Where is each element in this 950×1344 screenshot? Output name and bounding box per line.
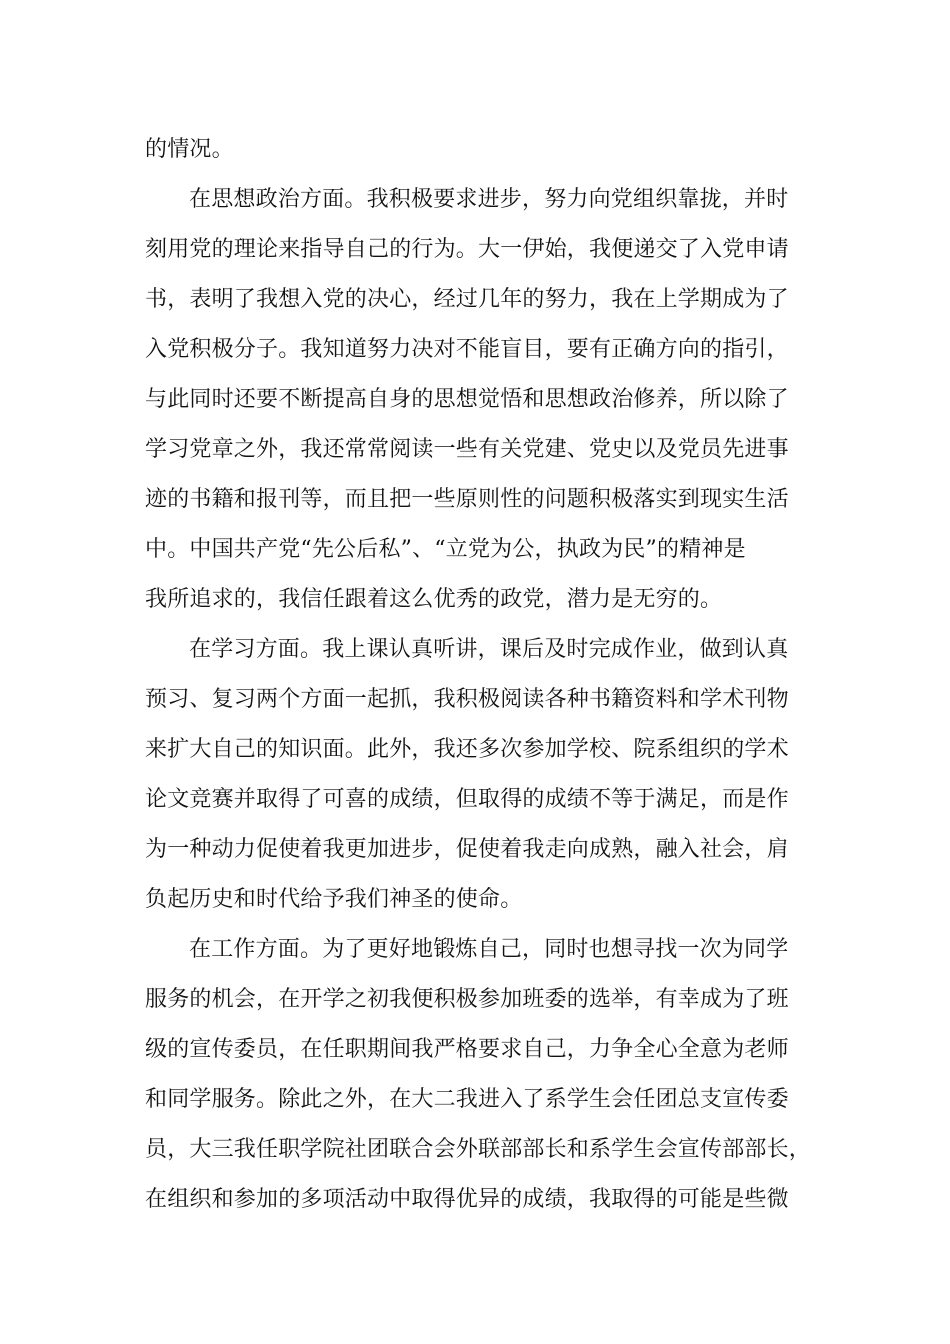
text-line: 学习党章之外，我还常常阅读一些有关党建、党史以及党员先进事 bbox=[145, 437, 789, 462]
text-line: 服务的机会，在开学之初我便积极参加班委的选举，有幸成为了班 bbox=[145, 987, 789, 1012]
text-line: 中。中国共产党“先公后私”、“立党为公，执政为民”的精神是 bbox=[145, 537, 746, 562]
text-line: 迹的书籍和报刊等，而且把一些原则性的问题积极落实到现实生活 bbox=[145, 487, 789, 512]
text-line: 在组织和参加的多项活动中取得优异的成绩，我取得的可能是些微 bbox=[145, 1187, 789, 1212]
text-line: 刻用党的理论来指导自己的行为。大一伊始，我便递交了入党申请 bbox=[145, 237, 789, 262]
text-line: 我所追求的，我信任跟着这么优秀的政党，潜力是无穷的。 bbox=[145, 587, 723, 612]
text-line: 负起历史和时代给予我们神圣的使命。 bbox=[145, 887, 523, 912]
text-line: 和同学服务。除此之外，在大二我进入了系学生会任团总支宣传委 bbox=[145, 1087, 789, 1112]
paragraph-start-line: 在学习方面。我上课认真听讲，课后及时完成作业，做到认真 bbox=[189, 637, 789, 662]
text-line: 级的宣传委员，在任职期间我严格要求自己，力争全心全意为老师 bbox=[145, 1037, 789, 1062]
text-line: 书，表明了我想入党的决心，经过几年的努力，我在上学期成为了 bbox=[145, 287, 789, 312]
text-line: 的情况。 bbox=[145, 137, 234, 162]
paragraph-start-line: 在思想政治方面。我积极要求进步，努力向党组织靠拢，并时 bbox=[189, 187, 789, 212]
text-line: 预习、复习两个方面一起抓，我积极阅读各种书籍资料和学术刊物 bbox=[145, 687, 789, 712]
text-line: 与此同时还要不断提高自身的思想觉悟和思想政治修养，所以除了 bbox=[145, 387, 789, 412]
text-line: 来扩大自己的知识面。此外，我还多次参加学校、院系组织的学术 bbox=[145, 737, 789, 762]
text-line: 为一种动力促使着我更加进步，促使着我走向成熟，融入社会，肩 bbox=[145, 837, 789, 862]
paragraph-start-line: 在工作方面。为了更好地锻炼自己，同时也想寻找一次为同学 bbox=[189, 937, 789, 962]
text-line: 入党积极分子。我知道努力决对不能盲目，要有正确方向的指引， bbox=[145, 337, 789, 362]
text-line: 员，大三我任职学院社团联合会外联部部长和系学生会宣传部部长， bbox=[145, 1137, 812, 1162]
text-line: 论文竞赛并取得了可喜的成绩，但取得的成绩不等于满足，而是作 bbox=[145, 787, 789, 812]
document-body bbox=[145, 125, 835, 1225]
